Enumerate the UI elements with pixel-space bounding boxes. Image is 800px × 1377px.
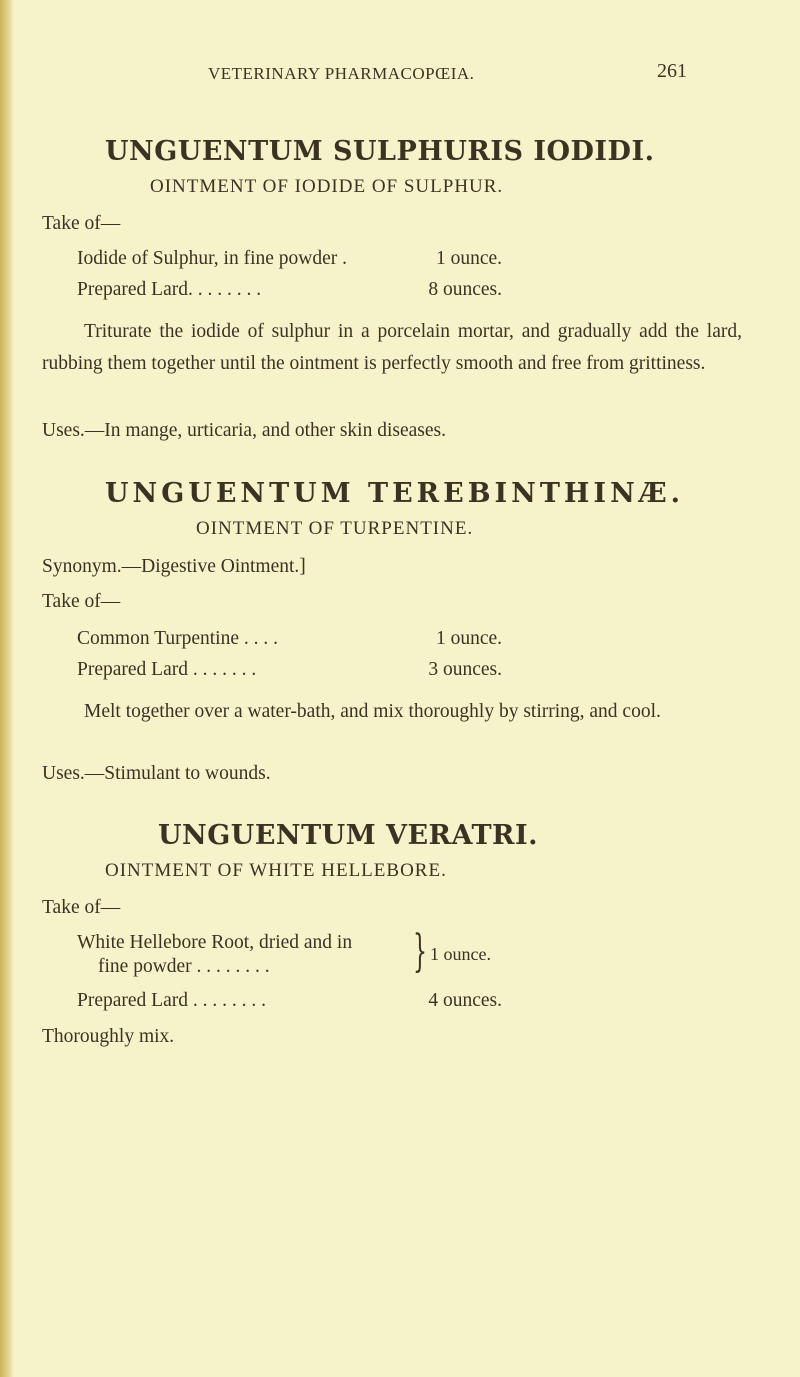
section-title: UNGUENTUM SULPHURIS IODIDI. <box>105 136 655 167</box>
page-number: 261 <box>657 60 687 82</box>
ingredient-name: Prepared Lard . . . . . . . <box>77 659 257 680</box>
ingredient-qty: 1 ounce. <box>435 248 502 269</box>
ingredient-row <box>77 248 502 270</box>
uses: Uses.—Stimulant to wounds. <box>42 763 271 784</box>
book-binding-edge <box>0 0 14 1377</box>
ingredient-name: Common Turpentine . . . . <box>77 628 278 649</box>
section-subtitle: OINTMENT OF TURPENTINE. <box>196 518 474 539</box>
ingredient-name: Prepared Lard. . . . . . . . <box>77 279 262 300</box>
take-of: Take of— <box>42 213 121 234</box>
ingredient-qty: 4 ounces. <box>428 990 502 1011</box>
ingredient-row <box>77 628 502 650</box>
ingredient-name: Iodide of Sulphur, in fine powder . <box>77 248 348 269</box>
ingredient-qty: 1 ounce. <box>430 944 491 964</box>
running-title: VETERINARY PHARMACOPŒIA. <box>208 64 475 83</box>
ingredient-row <box>77 279 502 301</box>
section-title: UNGUENTUM VERATRI. <box>158 820 539 851</box>
ingredient-qty: 1 ounce. <box>435 628 502 649</box>
synonym: Synonym.—Digestive Ointment.] <box>42 556 306 577</box>
uses: Uses.—In mange, urticaria, and other skin diseases. <box>42 420 446 441</box>
ingredient-line: White Hellebore Root, dried and in <box>77 932 353 953</box>
ingredient-row <box>77 990 502 1012</box>
method-paragraph: Melt together over a water-bath, and mix thoroughly by stirring, and cool. <box>84 701 661 722</box>
section-subtitle: OINTMENT OF IODIDE OF SULPHUR. <box>150 176 504 197</box>
section-subtitle: OINTMENT OF WHITE HELLEBORE. <box>105 860 447 881</box>
section-title: UNGUENTUM TEREBINTHINÆ. <box>105 478 685 509</box>
ingredient-line: fine powder . . . . . . . . <box>98 956 270 977</box>
take-of: Take of— <box>42 591 121 612</box>
take-of: Take of— <box>42 897 121 918</box>
ingredient-qty: 3 ounces. <box>428 659 502 680</box>
ingredient-qty: 8 ounces. <box>428 279 502 300</box>
ingredient-name: Prepared Lard . . . . . . . . <box>77 990 266 1011</box>
method-paragraph: Triturate the iodide of sulphur in a porcelain mortar, and gradually add the lard, rubbing them together until the ointment is perfectly smooth and free from grittiness. <box>42 321 742 374</box>
brace: } <box>413 926 427 977</box>
ingredient-row <box>77 659 502 681</box>
method-paragraph: Thoroughly mix. <box>42 1026 175 1047</box>
